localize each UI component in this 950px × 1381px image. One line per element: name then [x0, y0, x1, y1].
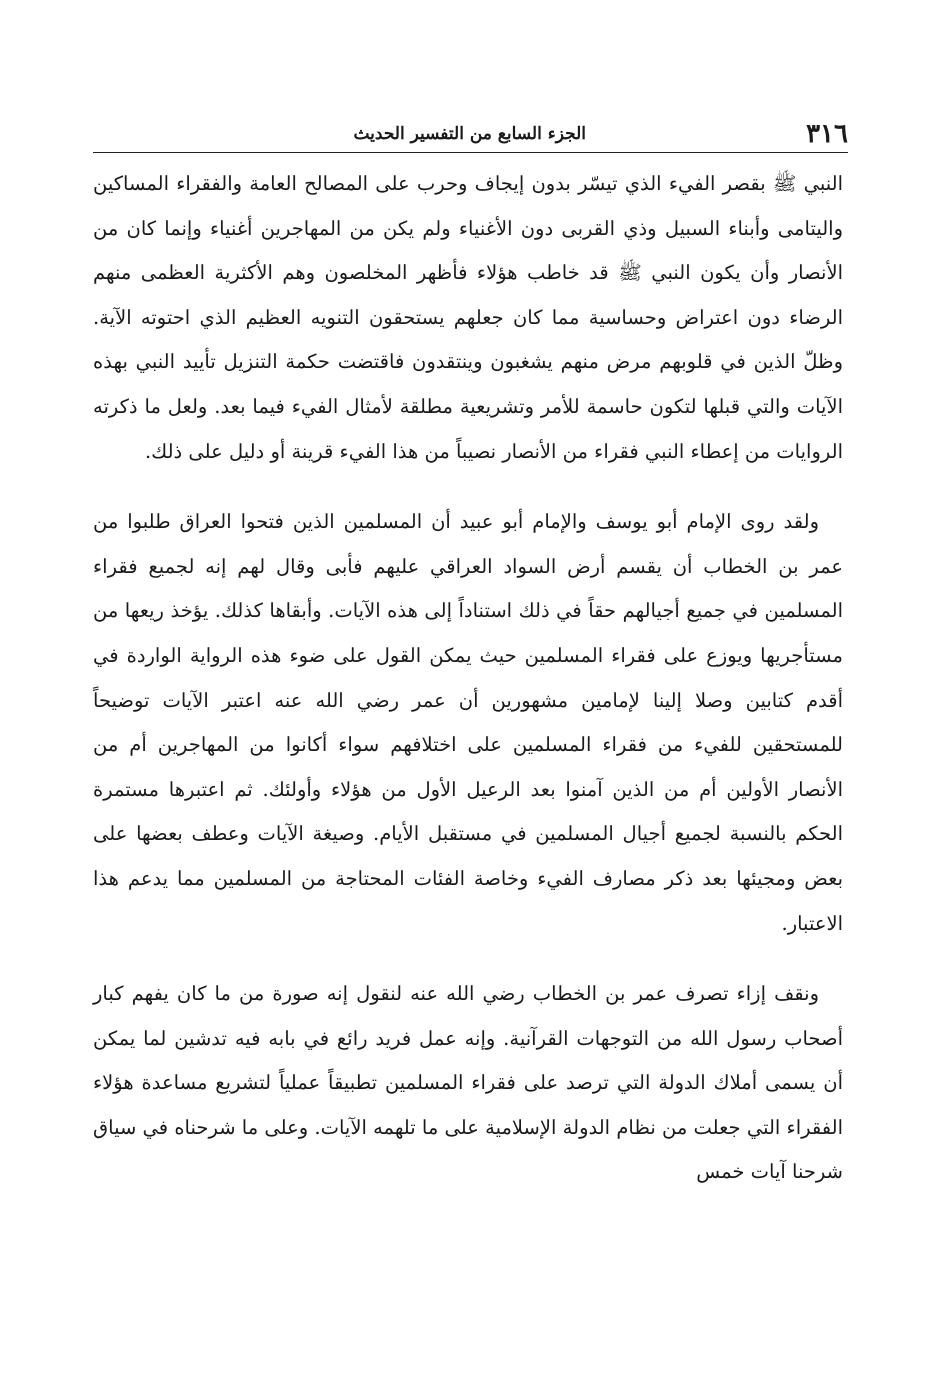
page-number: ٣١٦ [806, 119, 848, 149]
header-rule [93, 152, 848, 153]
paragraph-1: النبي ﷺ بقصر الفيء الذي تيسّر بدون إيجاف وحرب على المصالح العامة والفقراء المساكين واليتامى وأبناء السبيل وذي القربى دون الأغنياء ولم يكن من المهاجرين أغنياء وإنما كان من الأنصار وأن يكون النبي ﷺ قد خاطب هؤلاء فأظهر المخلصون وهم الأكثرية العظمى منهم الرضاء دون اعتراض وحساسية مما كان جعلهم يستحقون التنويه العظيم الذي احتوته الآية. وظلّ الذين في قلوبهم مرض منهم يشغبون وينتقدون فاقتضت حكمة التنزيل تأييد النبي بهذه الآيات والتي قبلها لتكون حاسمة للأمر وتشريعية مطلقة لأمثال الفيء فيما بعد. ولعل ما ذكرته الروايات من إعطاء النبي فقراء من الأنصار نصيباً من هذا الفيء قرينة أو دليل على ذلك. [93, 172, 844, 463]
page-header [93, 118, 848, 154]
running-title: الجزء السابع من التفسير الحديث [353, 124, 586, 144]
paragraph-2: ولقد روى الإمام أبو يوسف والإمام أبو عبيد أن المسلمين الذين فتحوا العراق طلبوا من عمر بن الخطاب أن يقسم أرض السواد العراقي عليهم فأبى وقال لهم إنه لجميع فقراء المسلمين في جميع أجيالهم حقاً في ذلك استناداً إلى هذه الآيات. وأبقاها كذلك. يؤخذ ريعها من مستأجريها ويوزع على فقراء المسلمين حيث يمكن القول على ضوء هذه الرواية الواردة في أقدم كتابين وصلا إلينا لإمامين مشهورين أن عمر رضي الله عنه اعتبر الآيات توضيحاً للمستحقين للفيء من فقراء المسلمين على اختلافهم سواء أكانوا من المهاجرين أم من الأنصار الأولين أم من الذين آمنوا بعد الرعيل الأول من هؤلاء وأولئك. ثم اعتبرها مستمرة الحكم بالنسبة لجميع أجيال المسلمين في مستقبل الأيام. وصيغة الآيات وعطف بعضها على بعض ومجيئها بعد ذكر مصارف الفيء وخاصة الفئات المحتاجة من المسلمين مما يدعم هذا الاعتبار. [93, 510, 843, 935]
paragraph-3: ونقف إزاء تصرف عمر بن الخطاب رضي الله عنه لنقول إنه صورة من ما كان يفهم كبار أصحاب رسول الله من التوجهات القرآنية. وإنه عمل فريد رائع في بابه فيه تدشين لما يمكن أن يسمى أملاك الدولة التي ترصد على فقراء المسلمين تطبيقاً عملياً لتشريع مساعدة هؤلاء الفقراء التي جعلت من نظام الدولة الإسلامية على ما تلهمه الآيات. وعلى ما شرحناه في سياق شرحنا آيات خمس [93, 982, 843, 1184]
body-text [93, 162, 843, 1195]
